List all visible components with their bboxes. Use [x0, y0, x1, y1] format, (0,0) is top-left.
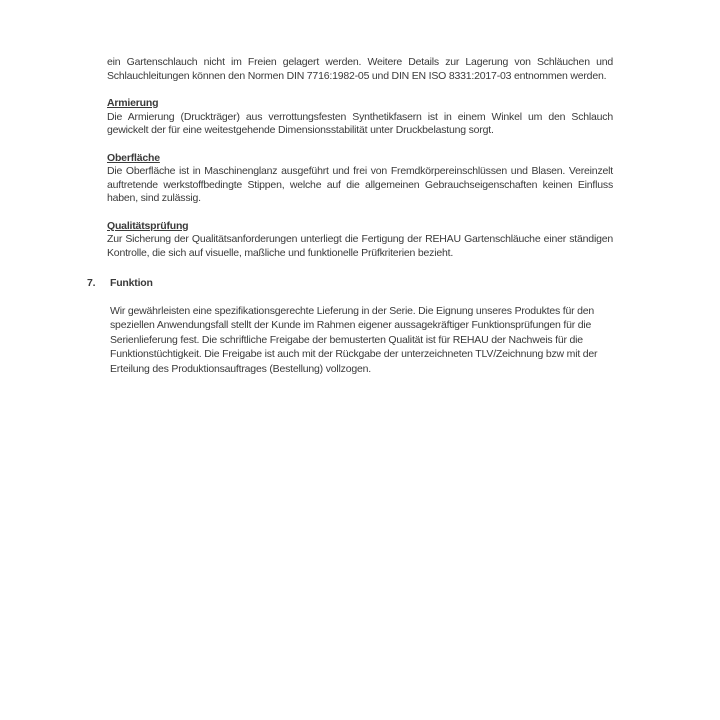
section-funktion-heading — [87, 277, 614, 291]
section-paragraph-funktion: Wir gewährleisten eine spezifikationsgerechte Lieferung in der Serie. Die Eignung unseres Produktes für den speziellen Anwendungsfall stellt der Kunde im Rahmen eigener aussagekräftiger Funktionsprüfungen für die Serienlieferung fest. Die schriftliche Freigabe der bemusterten Qualität ist für REHAU der Nachweis für die Funktionstüchtigkeit. Die Freigabe ist auch mit der Rückgabe der unterzeichneten TLV/Zeichnung bzw mit der Erteilung des Produktionsauftrages (Bestellung) vollzogen. — [110, 304, 598, 375]
section-qualitaetspruefung — [107, 220, 613, 261]
document-body-column — [107, 56, 613, 260]
section-number: 7. — [87, 277, 96, 289]
section-heading-oberflaeche: Oberfläche — [107, 151, 160, 164]
section-paragraph-oberflaeche: Die Oberfläche ist in Maschinenglanz ausgeführt und frei von Fremdkörpereinschlüssen und Blasen. Vereinzelt auftretende werkstoffbedingte Stippen, welche auf die allgemeinen Gebrauchseigenschaften keinen Einfluss haben, sind zulässig. — [107, 165, 613, 204]
section-funktion — [87, 277, 614, 376]
intro-paragraph: ein Gartenschlauch nicht im Freien gelagert werden. Weitere Details zur Lagerung von Schläuchen und Schlauchleitungen können den Normen DIN 7716:1982-05 und DIN EN ISO 8331:2017-03 entnommen werden. — [107, 56, 613, 82]
section-title: Funktion — [110, 277, 153, 289]
section-heading-qualitaetspruefung: Qualitätsprüfung — [107, 219, 189, 232]
section-armierung — [107, 97, 613, 138]
section-paragraph-armierung: Die Armierung (Druckträger) aus verrottungsfesten Synthetikfasern ist in einem Winkel um den Schlauch gewickelt der für eine weitestgehende Dimensionsstabilität unter Druckbelastung sorgt. — [107, 110, 613, 136]
section-heading-armierung: Armierung — [107, 97, 159, 109]
section-paragraph-qualitaetspruefung: Zur Sicherung der Qualitätsanforderungen unterliegt die Fertigung der REHAU Gartenschläuche einer ständigen Kontrolle, die sich auf visuelle, maßliche und funktionelle Prüfkriterien bezieht. — [107, 233, 613, 259]
document-content — [87, 56, 614, 376]
section-oberflaeche — [107, 152, 613, 206]
